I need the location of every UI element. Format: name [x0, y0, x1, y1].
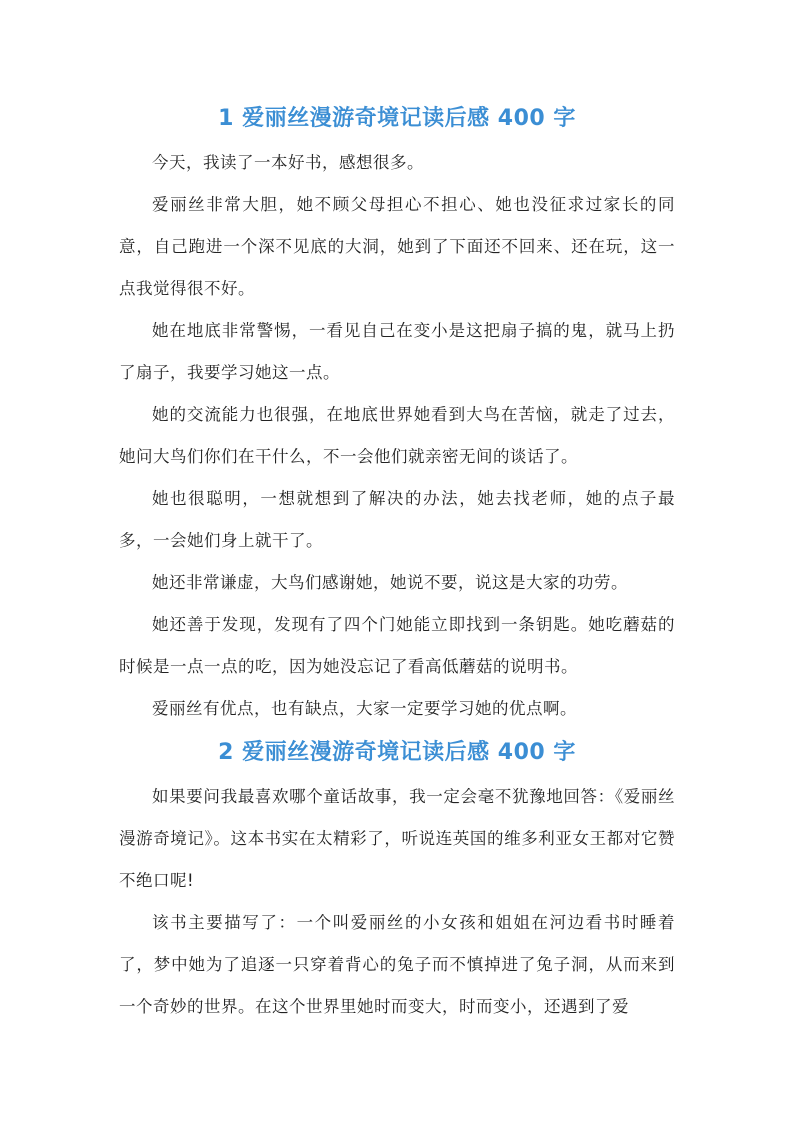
- section-1-paragraph-2: 爱丽丝非常大胆，她不顾父母担心不担心、她也没征求过家长的同意，自己跑进一个深不见底的大洞，她到了下面还不回来、还在玩，这一点我觉得很不好。: [119, 195, 675, 298]
- section-1-paragraph-8: 爱丽丝有优点，也有缺点，大家一定要学习她的优点啊。: [152, 699, 577, 718]
- section-1-paragraph-1: 今天，我读了一本好书，感想很多。: [152, 153, 424, 172]
- section-1-paragraph-7: 她还善于发现，发现有了四个门她能立即找到一条钥匙。她吃蘑菇的时候是一点一点的吃，因为她没忘记了看高低蘑菇的说明书。: [119, 615, 675, 676]
- section-1-paragraph-6: 她还非常谦虚，大鸟们感谢她，她说不要，说这是大家的功劳。: [152, 573, 628, 592]
- section-1-paragraph-3: 她在地底非常警惕，一看见自己在变小是这把扇子搞的鬼，就马上扔了扇子，我要学习她这一点。: [119, 321, 675, 382]
- section-2-title: 2 爱丽丝漫游奇境记读后感 400 字: [218, 740, 576, 765]
- section-2-paragraph-1: 如果要问我最喜欢哪个童话故事，我一定会毫不犹豫地回答：《爱丽丝漫游奇境记》。这本书实在太精彩了，听说连英国的维多利亚女王都对它赞不绝口呢!: [119, 787, 675, 890]
- section-1-title: 1 爱丽丝漫游奇境记读后感 400 字: [218, 106, 576, 131]
- section-1-paragraph-5: 她也很聪明，一想就想到了解决的办法，她去找老师，她的点子最多，一会她们身上就干了。: [119, 489, 675, 550]
- section-2-paragraph-2: 该书主要描写了：一个叫爱丽丝的小女孩和姐姐在河边看书时睡着了，梦中她为了追逐一只穿着背心的兔子而不慎掉进了兔子洞，从而来到一个奇妙的世界。在这个世界里她时而变大，时而变小，还遇到了爱: [119, 913, 675, 1016]
- section-1-paragraph-4: 她的交流能力也很强，在地底世界她看到大鸟在苦恼，就走了过去，她问大鸟们你们在干什么，不一会他们就亲密无间的谈话了。: [119, 405, 675, 466]
- document-body: [119, 100, 675, 1028]
